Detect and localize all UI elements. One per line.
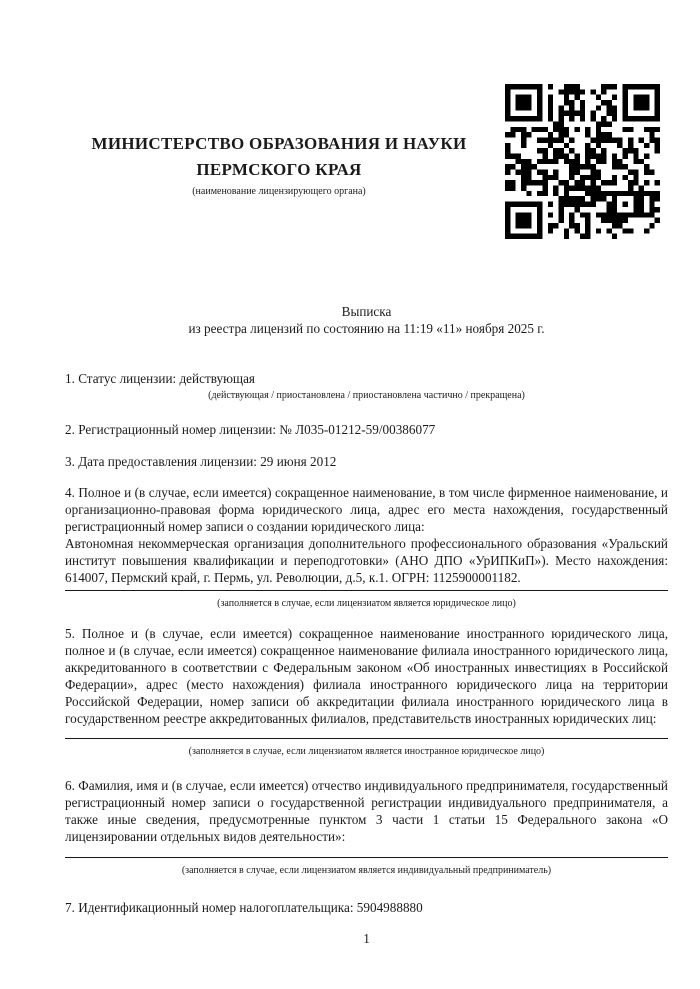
legal-entity-question-text: 4. Полное и (в случае, если имеется) сокращенное наименование, в том числе фирменное наименование, и организационно-правовая форма юридического лица, адрес его места нахождения, государственный регистрационный номер записи о создании юридического лица:: [65, 485, 668, 535]
document-subtitle: из реестра лицензий по состоянию на 11:19 «11» ноября 2025 г.: [188, 321, 545, 337]
fill-line: [65, 738, 668, 739]
document-header: [65, 131, 493, 198]
licensing-authority-name: [65, 131, 493, 183]
qr-code-icon: [505, 84, 660, 239]
fill-line: [65, 590, 668, 591]
entrepreneur-question-text: 6. Фамилия, имя и (в случае, если имеется) отчество индивидуального предпринимателя, государственный регистрационный номер записи о государственной регистрации индивидуального предпринимателя, а также иные сведения, предусмотренные пунктом 3 части 1 статьи 15 Федерального закона «О лицензировании отдельных видов деятельности»:: [65, 778, 668, 845]
foreign-entity-question-text: 5. Полное и (в случае, если имеется) сокращенное наименование иностранного юридического лица, полное и (в случае, если имеется) сокращенное наименование филиала иностранного юридического лица, аккредитованного в соответствии с Федеральным законом «Об иностранных инвестициях в Российской Федерации», адрес (место нахождения) филиала иностранного юридического лица на территории Российской Федерации, номер записи об аккредитации филиала иностранного юридического лица в государственном реестре аккредитованных филиалов, представительств иностранных юридических лиц:: [65, 626, 668, 727]
ministry-name-line2: ПЕРМСКОГО КРАЯ: [196, 160, 362, 179]
item-5-foreign-entity: [65, 625, 668, 758]
item-3-grant-date: [65, 453, 668, 470]
registration-number-text: 2. Регистрационный номер лицензии: № Л035-01212-59/00386077: [65, 422, 436, 437]
item-4-legal-entity: [65, 484, 668, 610]
ministry-name-line1: МИНИСТЕРСТВО ОБРАЗОВАНИЯ И НАУКИ: [91, 134, 467, 153]
document-title-block: [65, 303, 668, 337]
license-status-text: 1. Статус лицензии: действующая: [65, 371, 256, 386]
legal-entity-value-text: Автономная некоммерческая организация дополнительного профессионального образования «Уральский институт повышения квалификации и переподготовки» (АНО ДПО «УрИПКиП»). Место нахождения: 614007, Пермский край, г. Пермь, ул. Революции, д.5, к.1. ОГРН: 1125900001182.: [65, 536, 668, 586]
legal-entity-caption: (заполняется в случае, если лицензиатом является юридическое лицо): [217, 597, 516, 609]
entrepreneur-caption: (заполняется в случае, если лицензиатом является индивидуальный предприниматель): [181, 865, 552, 877]
grant-date-text: 3. Дата предоставления лицензии: 29 июня 2012: [65, 454, 337, 469]
item-1-license-status: [65, 370, 668, 402]
page-number: 1: [363, 931, 370, 946]
item-6-individual-entrepreneur: [65, 777, 668, 877]
document-title: Выписка: [341, 304, 392, 319]
taxpayer-id-text: 7. Идентификационный номер налогоплательщика: 5904988880: [65, 900, 423, 915]
item-7-taxpayer-id: [65, 899, 668, 916]
fill-line: [65, 857, 668, 858]
foreign-entity-caption: (заполняется в случае, если лицензиатом является иностранное юридическое лицо): [188, 745, 545, 757]
license-status-options-caption: (действующая / приостановлена / приостановлена частично / прекращена): [208, 390, 525, 402]
item-2-registration-number: [65, 421, 668, 438]
licensing-authority-caption: (наименование лицензирующего органа): [192, 186, 366, 197]
